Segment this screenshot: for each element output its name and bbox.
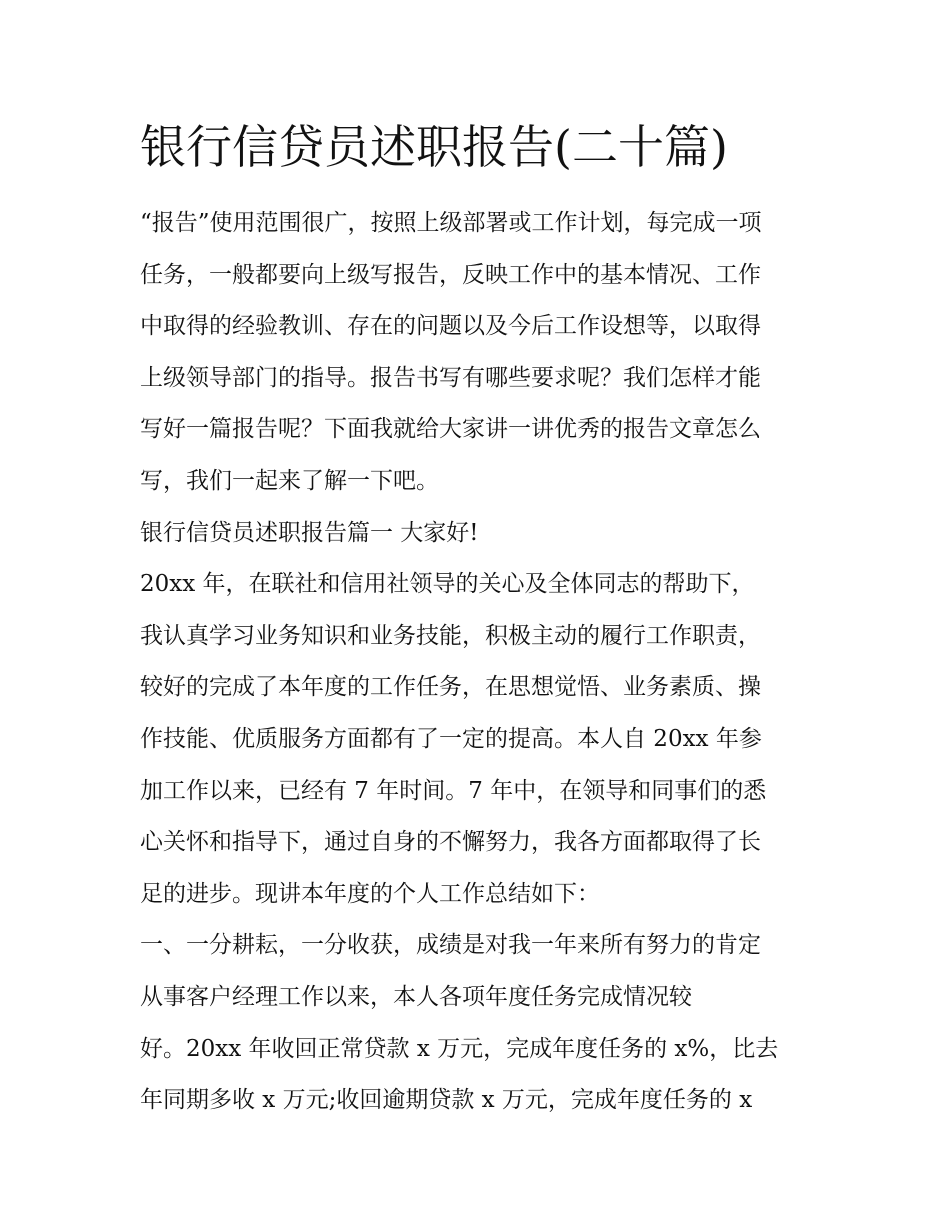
body-line: 较好的完成了本年度的工作任务，在思想觉悟、业务素质、操 bbox=[140, 674, 761, 701]
body-line: 从事客户经理工作以来，本人各项年度任务完成情况较 bbox=[140, 983, 692, 1010]
body-line: 上级领导部门的指导。报告书写有哪些要求呢？我们怎样才能 bbox=[140, 364, 761, 391]
body-line: 中取得的经验教训、存在的问题以及今后工作设想等，以取得 bbox=[140, 313, 761, 340]
section-heading: 银行信贷员述职报告篇一 大家好! bbox=[140, 519, 479, 546]
body-line: 写，我们一起来了解一下吧。 bbox=[140, 467, 439, 494]
body-line: “报告”使用范围很广，按照上级部署或工作计划，每完成一项 bbox=[140, 210, 762, 236]
body-line: 加工作以来，已经有 7 年时间。7 年中，在领导和同事们的悉 bbox=[140, 777, 767, 804]
body-line: 20xx 年，在联社和信用社领导的关心及全体同志的帮助下， bbox=[140, 571, 755, 598]
body-line: 作技能、优质服务方面都有了一定的提高。本人自 20xx 年参 bbox=[140, 725, 762, 752]
subsection-heading: 一、一分耕耘，一分收获，成绩是对我一年来所有努力的肯定 bbox=[140, 932, 761, 959]
document-body bbox=[140, 198, 820, 1127]
body-line: 好。20xx 年收回正常贷款 x 万元，完成年度任务的 x%，比去 bbox=[140, 1035, 779, 1062]
body-line: 写好一篇报告呢？下面我就给大家讲一讲优秀的报告文章怎么 bbox=[140, 416, 761, 443]
body-line: 年同期多收 x 万元;收回逾期贷款 x 万元，完成年度任务的 x bbox=[140, 1087, 753, 1114]
body-line: 我认真学习业务知识和业务技能，积极主动的履行工作职责， bbox=[140, 622, 761, 649]
body-line: 足的进步。现讲本年度的个人工作总结如下： bbox=[140, 880, 600, 907]
body-line: 任务，一般都要向上级写报告，反映工作中的基本情况、工作 bbox=[140, 261, 761, 288]
body-line: 心关怀和指导下，通过自身的不懈努力，我各方面都取得了长 bbox=[140, 829, 761, 856]
document-title: 银行信贷员述职报告(二十篇) bbox=[140, 120, 728, 174]
